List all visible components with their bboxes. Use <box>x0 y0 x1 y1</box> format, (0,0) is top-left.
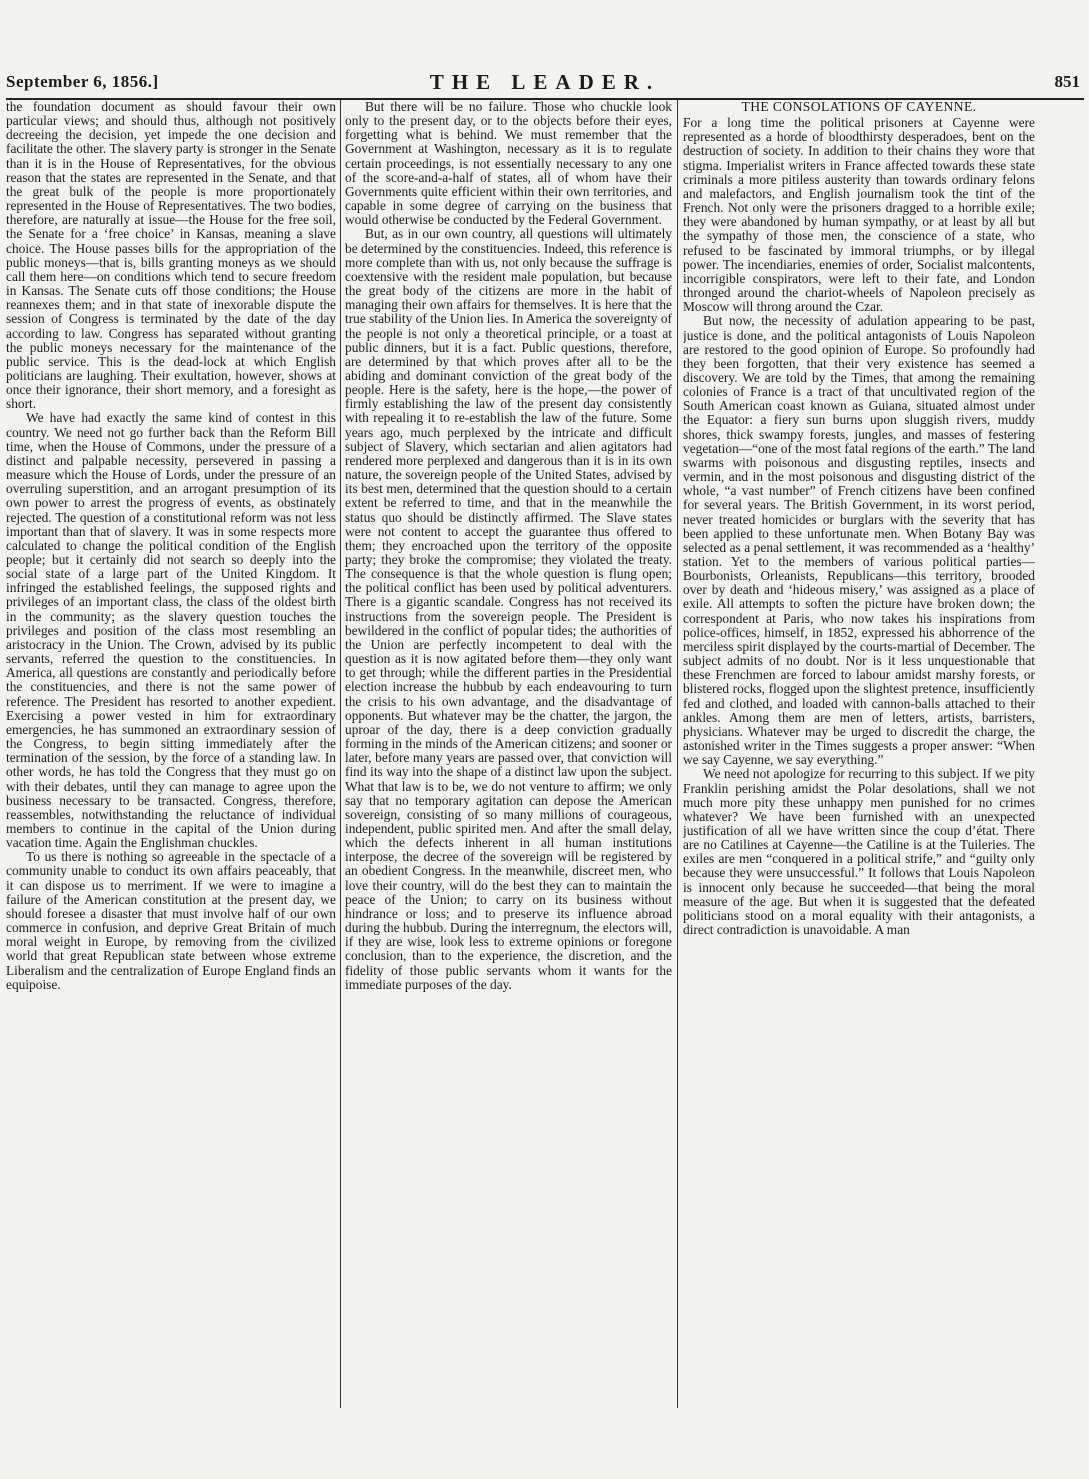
issue-date: September 6, 1856.] <box>6 72 159 91</box>
paragraph: But now, the necessity of adulation appearing to be past, justice is done, and the political antagonists of Louis Napoleon are restored to the good opinion of Europe. So profoundly had they been forgotten, that their very existence has seemed a discovery. We are told by the Times, that among the remaining colonies of France is a tract of that uncultivated region of the South American coast known as Guiana, situated almost under the Equator: a fiery sun burns upon sluggish rivers, muddy shores, thick swampy forests, jungles, and masses of festering vegetation—“one of the most fatal regions of the earth.” The land swarms with poisonous and disgusting reptiles, insects and vermin, and in the most poisonous and disgusting district of the whole, “a vast number” of French citizens have been confined for several years. The British Government, in its worst period, never treated homicides or burglars with the severity that has been applied to these unfortunate men. When Botany Bay was selected as a penal settlement, it was recommended as a ‘healthy’ station. Yet to the members of various political parties—Bourbonists, Orleanists, Republicans—this territory, brooded over by death and ‘hideous misery,’ was assigned as a place of exile. All attempts to soften the picture have broken down; the correspondent at Paris, who now takes his inspirations from police-offices, himself, in 1852, expressed his abhorrence of the merciless spirit displayed by the courts-martial of December. The subject admits of no doubt. Nor is it less unquestionable that these Frenchmen are forced to labour amidst marshy forests, or blistered rocks, flogged upon the slightest pretence, insufficiently fed and clothed, and loaded with cannon-balls attached to their ankles. Among them are men of letters, artists, barristers, physicians. Whatever may be urged to discredit the charge, the astonished writer in the Times suggests a proper answer: “When we say Cayenne, we say everything.” <box>683 313 1035 768</box>
paragraph: We have had exactly the same kind of contest in this country. We need not go further back than the Reform Bill time, when the House of Commons, under the pressure of a distinct and palpable necessity, persevered in passing a measure which the House of Lords, under the pressure of an overruling superstition, and an arrogant presumption of its own power to arrest the progress of events, as obstinately rejected. The question of a constitutional reform was not less important than that of slavery. It was in some respects more calculated to change the political condition of the English people; but it certainly did not search so deeply into the social state of a large part of the United Kingdom. It infringed the established feelings, the supposed rights and privileges of an important class, the class of the oldest birth in the community; as the slavery question touches the privileges and position of the class most resembling an aristocracy in the Union. The Crown, advised by its public servants, referred the question to the constituencies. In America, all questions are constantly and periodically before the constituencies, and there is not the same power of reference. The President has resorted to another expedient. Exercising a power vested in him for extraordinary emergencies, he has summoned an extraordinary session of the Congress, to begin sitting immediately after the termination of the session, by the force of a standing law. In other words, he has told the Congress that they must go on with their debates, until they can manage to agree upon the business necessary to be transacted. Congress, therefore, reassembles, notwithstanding the reluctance of individual members to continue in the capital of the Union during vacation time. Again the Englishman chuckles. <box>6 410 336 851</box>
newspaper-title: THE LEADER. <box>429 70 661 94</box>
page-number: 851 <box>1054 72 1080 91</box>
column-1 <box>6 100 336 1410</box>
paragraph: But, as in our own country, all questions will ultimately be determined by the constituencies. Indeed, this reference is more complete than with us, not only because the suffrage is coextensive with the resident male population, but because the great body of the citizens are more in the habit of managing their own affairs for themselves. It is here that the true stability of the Union lies. In America the sovereignty of the people is not only a theoretical principle, or a toast at public dinners, but it is a fact. Public questions, therefore, are determined by that which proves after all to be the abiding and dominant conviction of the great body of the people. Here is the safety, here is the hope,—the power of firmly establishing the law of the present day consistently with repealing it to re-establish the law of the future. Some years ago, much perplexed by the intricate and difficult subject of Slavery, which sectarian and alien agitators had rendered more perplexed and dangerous than it is in its own nature, the sovereign people of the United States, advised by its best men, determined that the question should to a certain extent be referred to time, and that in the meanwhile the status quo should be distinctly affirmed. The Slave states were not content to accept the guarantee thus offered to them; they encroached upon the territory of the opposite party; they broke the compromise; they violated the treaty. The consequence is that the whole question is flung open; the political conflict has been used by political adventurers. There is a gigantic scandale. Congress has not received its instructions from the sovereign people. The President is bewildered in the conflict of popular tides; the authorities of the Union are perfectly incompetent to deal with the question as it is now agitated before them—they only want to get through; while the different parties in the Presidential election increase the hubbub by each endeavouring to turn the crisis to his own advantage, and the disadvantage of opponents. But whatever may be the chatter, the jargon, the uproar of the day, there is a deep conviction gradually forming in the minds of the American citizens; and sooner or later, before many years are passed over, that conviction will find its way into the shape of a distinct law upon the subject. What that law is to be, we do not venture to affirm; we only say that no temporary agitation can depose the American sovereign, consisting of so many millions of courageous, independent, public spirited men. And after the small delay, which the defects inherent in all human institutions interpose, the decree of the sovereign will be registered by an obedient Congress. In the meanwhile, discreet men, who love their country, will do the best they can to maintain the peace of the Union; to carry on its business without hindrance or loss; and to preserve its influence abroad during the hubbub. During the interregnum, the electors will, if they are wise, look less to extreme opinions or foregone conclusion, than to the experience, the discretion, and the fidelity of those public servants whom it wants for the immediate purposes of the day. <box>345 226 672 992</box>
column-rule-left <box>340 100 341 1408</box>
paragraph: the foundation document as should favour their own particular views; and should thus, although not positively decreeing the decision, yet impede the one decision and facilitate the other. The slavery party is stronger in the Senate than it is in the House of Representatives, for the obvious reason that the states are represented in the Senate, and that the great bulk of the people is more proportionately represented in the House of Representatives. The two bodies, therefore, are naturally at issue—the House for the free soil, the Senate for a ‘free choice’ in Kansas, meaning a slave choice. The House passes bills for the appropriation of the public moneys—that is, bills granting moneys as we should call them here—on conditions which tend to secure freedom in Kansas. The Senate cuts off those conditions; the House reannexes them; and in that state of inexorable dispute the session of Congress is terminated by the date of the day according to law. Congress has separated without granting the public moneys necessary for the maintenance of the public service. This is the dead-lock at which English politicians are laughing. Their exultation, however, shows at once their ignorance, their short memory, and a foresight as short. <box>6 100 336 412</box>
column-3 <box>683 100 1035 1410</box>
masthead <box>6 70 1084 100</box>
column-rule-right <box>677 100 678 1408</box>
paragraph: But there will be no failure. Those who chuckle look only to the present day, or to the objects before their eyes, forgetting what is behind. We must remember that the Government at Washington, necessary as it is to regulate certain proceedings, is not essentially necessary to any one of the score-and-a-half of states, all of whom have their Governments quite efficient within their own territories, and capable in some degree of carrying on the business that would otherwise be conducted by the Federal Government. <box>345 100 672 228</box>
paragraph: For a long time the political prisoners at Cayenne were represented as a horde of bloodthirsty desperadoes, bent on the destruction of society. In addition to their chains they wore that stigma. Imperialist writers in France affected towards these state criminals a more pitiless austerity than towards ordinary felons and malefactors, and English journalism took the tint of the French. Not only were the prisoners dragged to a horrible exile; they were abandoned by human sympathy, or at least by all but the sympathy of those men, the conscience of a state, who refused to be fascinated by immoral triumphs, or by illegal power. The incendiaries, enemies of order, Socialist malcontents, incorrigible conspirators, were left to their fate, and London thronged around the chariot-wheels of Napoleon precisely as Moscow will throng around the Czar. <box>683 115 1035 315</box>
column-2 <box>345 100 672 1410</box>
article-heading: THE CONSOLATIONS OF CAYENNE. <box>741 100 977 114</box>
paragraph: To us there is nothing so agreeable in the spectacle of a community unable to conduct its own affairs peaceably, that it can dispose us to merriment. If we were to imagine a failure of the American constitution at the present day, we should foresee a disaster that must involve half of our own commerce in confusion, and deprive Great Britain of much moral weight in Europe, by removing from the civilized world that great Republican state between whose extreme Liberalism and the centralization of Europe England finds an equipoise. <box>6 849 336 992</box>
paragraph: We need not apologize for recurring to this subject. If we pity Franklin perishing amidst the Polar desolations, shall we not much more pity these unhappy men punished for no crimes whatever? We have been furnished with an unexpected justification of all we have written since the coup d’état. There are no Catilines at Cayenne—the Catiline is at the Tuileries. The exiles are men “conquered in a political strife,” and “guilty only because they were unsuccessful.” It follows that Louis Napoleon is innocent only because he succeeded—that being the moral measure of the age. But when it is suggested that the defeated politicians stood on a moral equality with their antagonists, a direct contradiction is unavoidable. A man <box>683 766 1035 938</box>
